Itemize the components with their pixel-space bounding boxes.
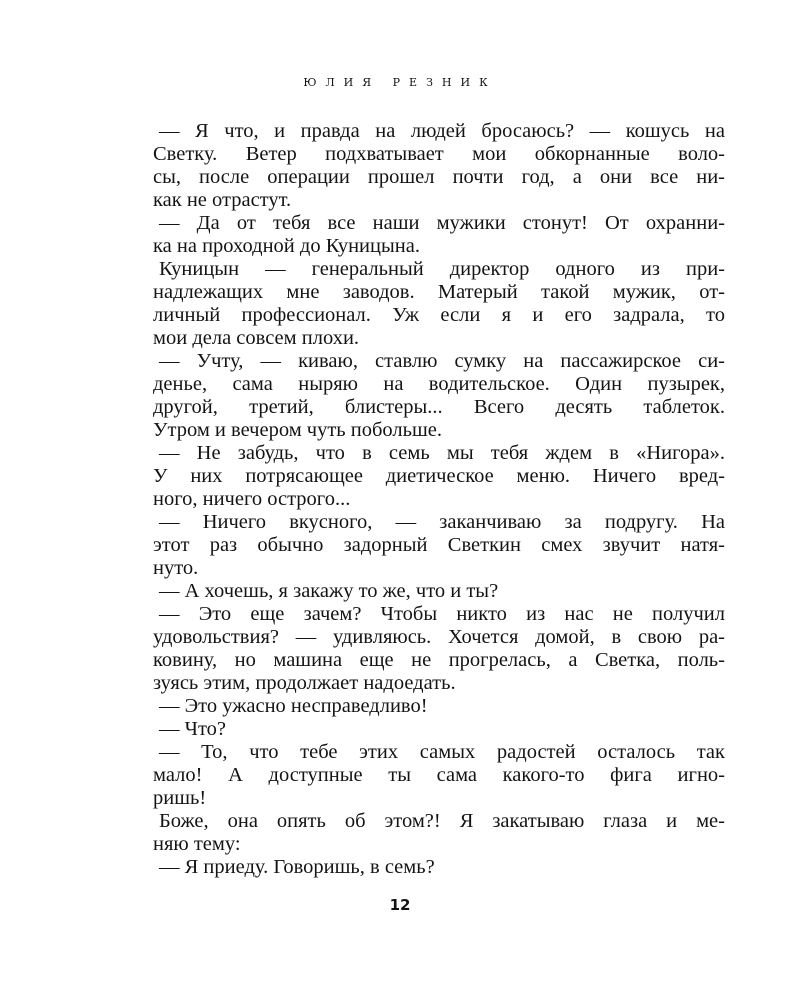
- text-line: — Ничего вкусного, — заканчиваю за подругу. На: [159, 511, 725, 533]
- text-line: — Что?: [159, 718, 226, 740]
- text-line: — Учту, — киваю, ставлю сумку на пассажирское си-: [159, 350, 725, 372]
- text-line: мало! А доступные ты сама какого-то фига игно-: [153, 764, 725, 786]
- text-line: — Я что, и правда на людей бросаюсь? — кошусь на: [159, 120, 725, 142]
- text-line: как не отрастут.: [153, 189, 292, 211]
- text-line: мои дела совсем плохи.: [153, 327, 360, 349]
- text-line: нуто.: [153, 557, 199, 579]
- text-line: Светку. Ветер подхватывает мои обкорнанные воло-: [153, 143, 725, 165]
- text-line: У них потрясающее диетическое меню. Ничего вред-: [153, 465, 725, 487]
- text-line: няю тему:: [153, 833, 241, 855]
- text-line: ришь!: [153, 787, 207, 809]
- text-line: этот раз обычно задорный Светкин смех звучит натя-: [153, 534, 725, 556]
- text-line: зуясь этим, продолжает надоедать.: [153, 672, 456, 694]
- text-line: — Это ужасно несправедливо!: [159, 695, 428, 717]
- text-line: — Не забудь, что в семь мы тебя ждем в «Нигора».: [159, 442, 725, 464]
- running-head-author: ЮЛИЯ РЕЗНИК: [303, 76, 497, 89]
- text-line: личный профессионал. Уж если я и его задрала, то: [153, 304, 725, 326]
- text-line: — А хочешь, я закажу то же, что и ты?: [159, 580, 499, 602]
- text-line: — То, что тебе этих самых радостей осталось так: [159, 741, 725, 763]
- text-line: надлежащих мне заводов. Матерый такой мужик, от-: [153, 281, 725, 303]
- text-line: — Это еще зачем? Чтобы никто из нас не получил: [159, 603, 725, 625]
- text-line: денье, сама ныряю на водительское. Один пузырек,: [153, 373, 725, 395]
- text-line: Утром и вечером чуть побольше.: [153, 419, 443, 441]
- text-line: ка на проходной до Куницына.: [153, 235, 420, 257]
- page-number: 12: [389, 896, 411, 914]
- text-line: сы, после операции прошел почти год, а они все ни-: [153, 166, 725, 188]
- text-line: — Я приеду. Говоришь, в семь?: [159, 856, 435, 878]
- text-line: другой, третий, блистеры... Всего десять таблеток.: [153, 396, 725, 418]
- text-line: Куницын — генеральный директор одного из при-: [159, 258, 725, 280]
- text-line: удовольствия? — удивляюсь. Хочется домой, в свою ра-: [153, 626, 725, 648]
- text-line: ного, ничего острого...: [153, 488, 351, 510]
- text-line: — Да от тебя все наши мужики стонут! От охранни-: [159, 212, 725, 234]
- text-line: ковину, но машина еще не прогрелась, а Светка, поль-: [153, 649, 725, 671]
- text-line: Боже, она опять об этом?! Я закатываю глаза и ме-: [159, 810, 725, 832]
- body-text: [153, 120, 725, 879]
